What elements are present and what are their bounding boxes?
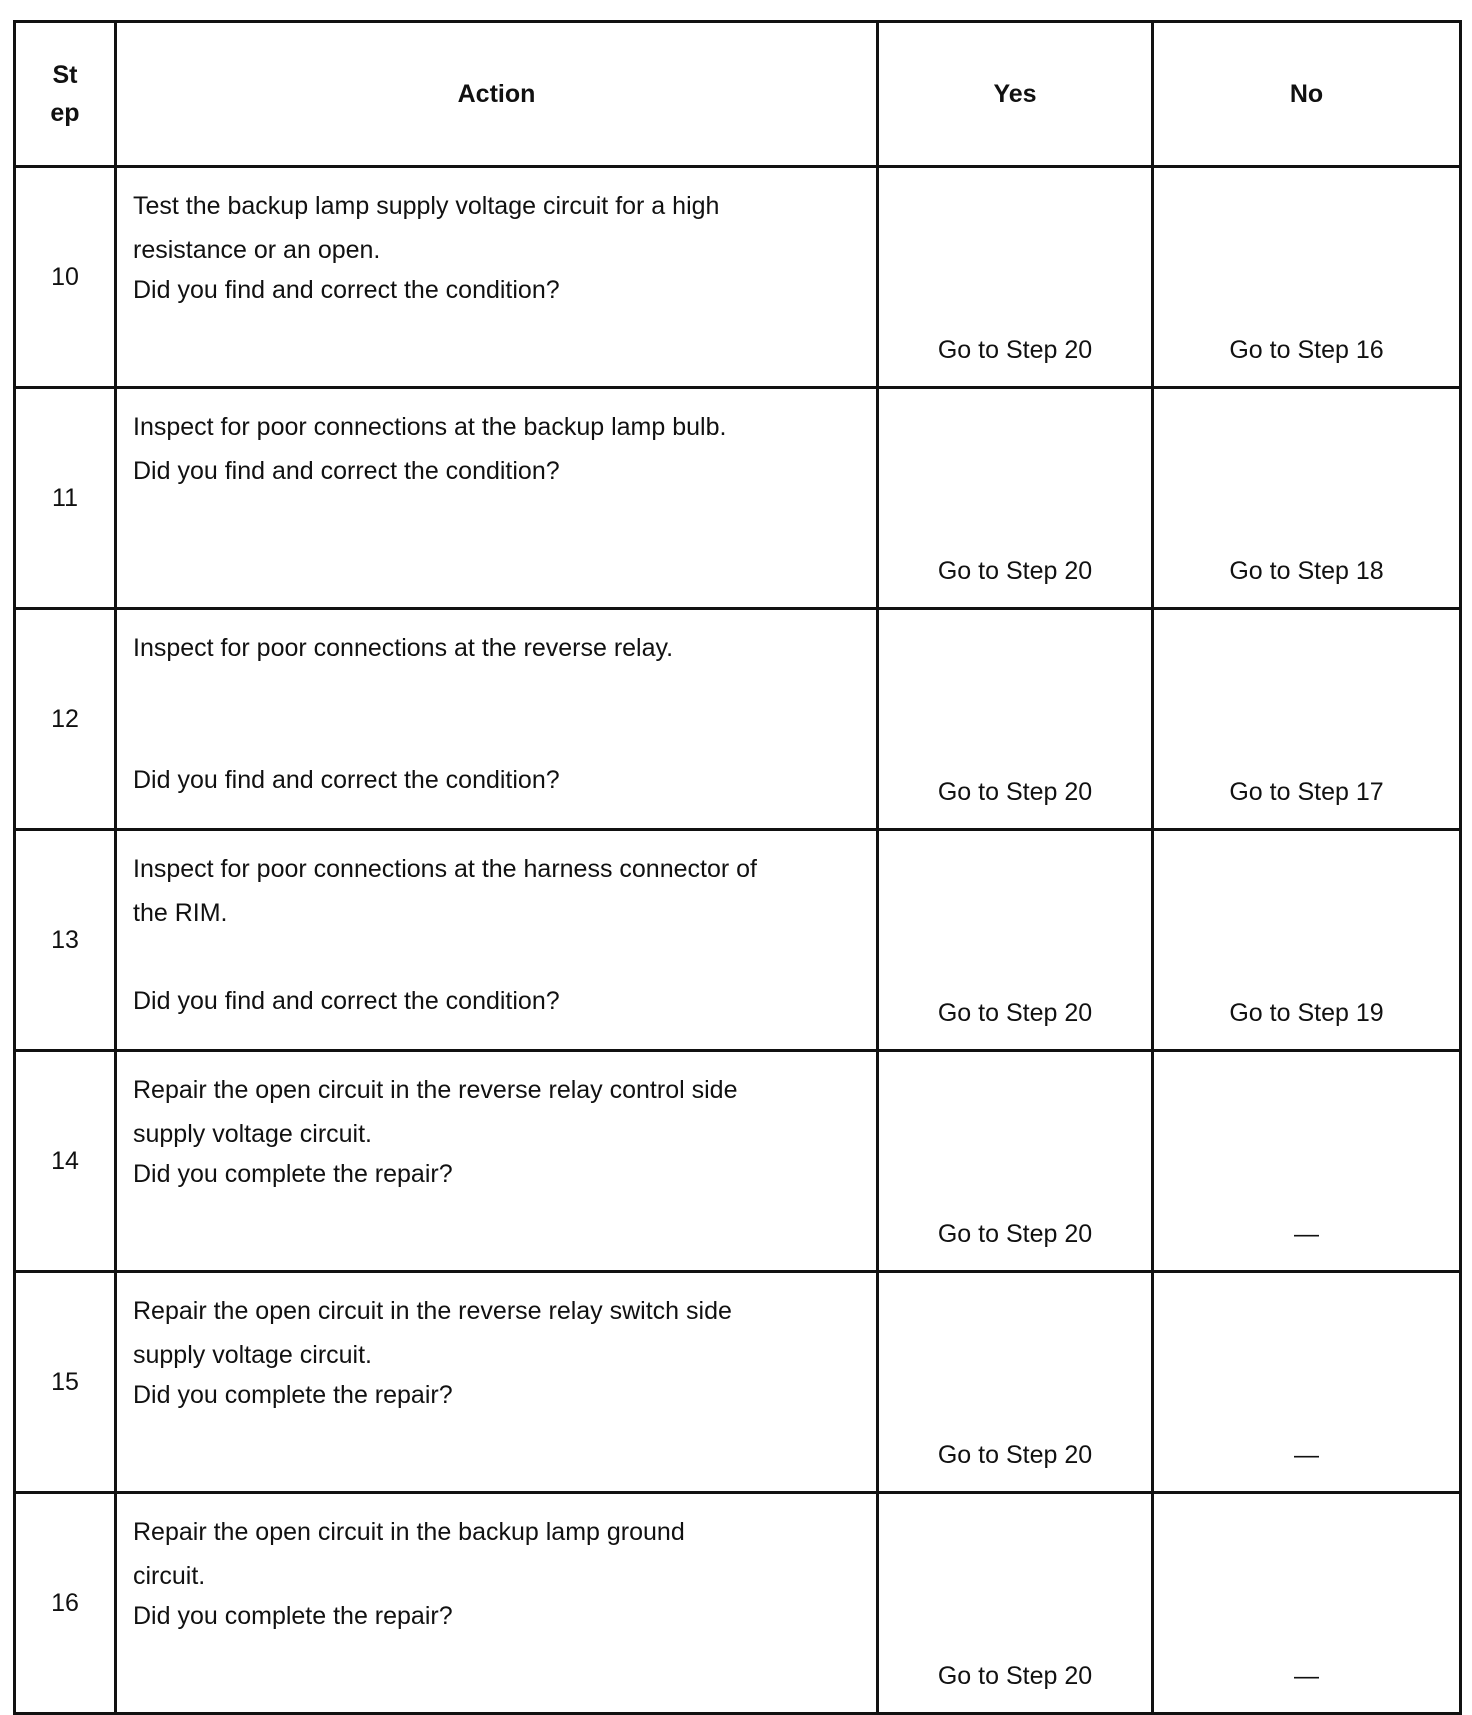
action-text-line: resistance or an open. — [133, 236, 381, 264]
action-question: Did you complete the repair? — [133, 1381, 453, 1409]
action-text-line: the RIM. — [133, 899, 228, 927]
no-result: — — [1153, 1493, 1461, 1714]
spacer — [133, 714, 862, 758]
step-number: 16 — [15, 1493, 116, 1714]
action-text-line: Repair the open circuit in the reverse relay switch side — [133, 1297, 732, 1325]
step-number: 14 — [15, 1051, 116, 1272]
action-question: Did you find and correct the condition? — [133, 276, 560, 304]
no-result: Go to Step 18 — [1153, 388, 1461, 609]
action-question: Did you find and correct the condition? — [133, 987, 560, 1015]
yes-result: Go to Step 20 — [878, 609, 1153, 830]
diagnostic-table-container — [13, 20, 1459, 1715]
step-number: 15 — [15, 1272, 116, 1493]
step-header-line-2: ep — [50, 99, 80, 127]
action-text-line: Repair the open circuit in the backup lamp ground — [133, 1518, 685, 1546]
step-column-header — [15, 22, 116, 167]
action-cell — [116, 609, 878, 830]
action-cell — [116, 1272, 878, 1493]
header-row — [15, 22, 1461, 167]
table-body — [15, 167, 1461, 1714]
table-row — [15, 388, 1461, 609]
yes-result: Go to Step 20 — [878, 830, 1153, 1051]
table-row — [15, 167, 1461, 388]
step-number: 10 — [15, 167, 116, 388]
yes-result: Go to Step 20 — [878, 1493, 1153, 1714]
action-text-line: Inspect for poor connections at the harness connector of — [133, 855, 757, 883]
action-text-line: circuit. — [133, 1562, 206, 1590]
action-text-line: Repair the open circuit in the reverse relay control side — [133, 1076, 738, 1104]
action-question: Did you find and correct the condition? — [133, 457, 560, 485]
action-question: Did you find and correct the condition? — [133, 766, 560, 794]
action-cell — [116, 388, 878, 609]
no-column-header: No — [1153, 22, 1461, 167]
yes-result: Go to Step 20 — [878, 1051, 1153, 1272]
yes-column-header: Yes — [878, 22, 1153, 167]
action-cell — [116, 830, 878, 1051]
action-text-line: Test the backup lamp supply voltage circuit for a high — [133, 192, 720, 220]
no-result: — — [1153, 1272, 1461, 1493]
table-row — [15, 830, 1461, 1051]
action-text-line: Inspect for poor connections at the reverse relay. — [133, 634, 674, 662]
table-row — [15, 1051, 1461, 1272]
no-result: Go to Step 19 — [1153, 830, 1461, 1051]
action-question: Did you complete the repair? — [133, 1160, 453, 1188]
action-cell — [116, 1051, 878, 1272]
action-cell — [116, 167, 878, 388]
action-text-line: supply voltage circuit. — [133, 1341, 373, 1369]
table-row — [15, 1272, 1461, 1493]
yes-result: Go to Step 20 — [878, 167, 1153, 388]
spacer — [133, 935, 862, 979]
table-row — [15, 609, 1461, 830]
action-text-line: Inspect for poor connections at the backup lamp bulb. — [133, 413, 727, 441]
action-text-line: supply voltage circuit. — [133, 1120, 373, 1148]
action-column-header: Action — [116, 22, 878, 167]
step-header-line-1: St — [52, 61, 78, 89]
no-result: Go to Step 16 — [1153, 167, 1461, 388]
yes-result: Go to Step 20 — [878, 388, 1153, 609]
yes-result: Go to Step 20 — [878, 1272, 1153, 1493]
step-number: 11 — [15, 388, 116, 609]
diagnostic-table — [13, 20, 1462, 1715]
action-cell — [116, 1493, 878, 1714]
no-result: — — [1153, 1051, 1461, 1272]
action-question: Did you complete the repair? — [133, 1602, 453, 1630]
table-row — [15, 1493, 1461, 1714]
step-number: 12 — [15, 609, 116, 830]
spacer — [133, 670, 862, 714]
no-result: Go to Step 17 — [1153, 609, 1461, 830]
step-number: 13 — [15, 830, 116, 1051]
